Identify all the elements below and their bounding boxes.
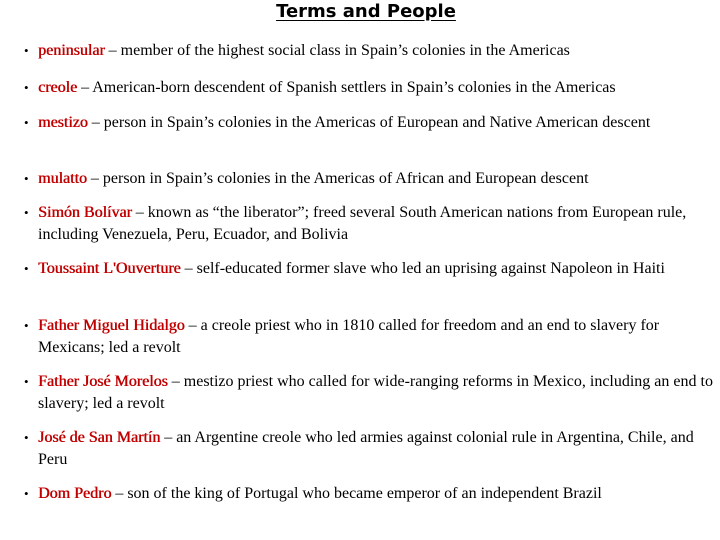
list-item-text xyxy=(38,202,718,246)
list-item-text xyxy=(38,258,718,280)
list-item-text xyxy=(38,371,718,415)
list-item-text xyxy=(38,77,718,99)
term-name: Dom Pedro xyxy=(38,485,112,502)
bullet-icon: • xyxy=(24,205,29,220)
term-name: creole xyxy=(38,79,78,96)
bullet-icon: • xyxy=(24,430,29,445)
list-item-text xyxy=(38,315,718,359)
term-definition: known as “the liberator”; freed several South American nations from European rule, including Venezuela, Peru, Ecuador, and Bolivia xyxy=(38,204,687,243)
page-title: Terms and People xyxy=(276,1,456,22)
list-item-text xyxy=(38,112,718,134)
term-name: Father José Morelos xyxy=(38,373,168,390)
term-separator: – xyxy=(87,114,104,131)
term-name: José de San Martín xyxy=(38,429,161,446)
term-separator: – xyxy=(184,317,201,334)
term-name: peninsular xyxy=(38,42,105,59)
term-name: Father Miguel Hidalgo xyxy=(38,317,185,334)
term-definition: son of the king of Portugal who became emperor of an independent Brazil xyxy=(127,485,602,502)
list-item-text xyxy=(38,427,718,471)
term-name: Toussaint L'Ouverture xyxy=(38,260,181,277)
term-separator: – xyxy=(160,429,177,446)
term-name: mulatto xyxy=(38,170,87,187)
term-definition: person in Spain’s colonies in the Americas of African and European descent xyxy=(102,170,589,187)
term-definition: person in Spain’s colonies in the Americas of European and Native American descent xyxy=(103,114,651,131)
term-definition: member of the highest social class in Spain’s colonies in the Americas xyxy=(120,42,570,59)
bullet-icon: • xyxy=(24,80,29,95)
bullet-icon: • xyxy=(24,374,29,389)
term-separator: – xyxy=(131,204,148,221)
term-separator: – xyxy=(86,170,103,187)
term-separator: – xyxy=(104,42,121,59)
term-separator: – xyxy=(180,260,197,277)
term-name: mestizo xyxy=(38,114,88,131)
bullet-icon: • xyxy=(24,171,29,186)
term-definition: mestizo priest who called for wide-ranging reforms in Mexico, including an end to slavery; led a revolt xyxy=(38,373,713,412)
bullet-icon: • xyxy=(24,115,29,130)
bullet-icon: • xyxy=(24,486,29,501)
term-definition: an Argentine creole who led armies against colonial rule in Argentina, Chile, and Peru xyxy=(38,429,694,468)
list-item-text xyxy=(38,168,718,190)
list-item-text xyxy=(38,483,718,505)
term-definition: a creole priest who in 1810 called for freedom and an end to slavery for Mexicans; led a revolt xyxy=(38,317,660,356)
term-definition: self-educated former slave who led an uprising against Napoleon in Haiti xyxy=(196,260,665,277)
term-name: Simón Bolívar xyxy=(38,204,132,221)
term-separator: – xyxy=(77,79,93,96)
bullet-icon: • xyxy=(24,43,29,58)
term-separator: – xyxy=(111,485,128,502)
list-item-text xyxy=(38,40,718,62)
term-definition: American-born descendent of Spanish settlers in Spain’s colonies in the Americas xyxy=(92,79,616,96)
bullet-icon: • xyxy=(24,318,29,333)
term-separator: – xyxy=(167,373,184,390)
bullet-icon: • xyxy=(24,261,29,276)
